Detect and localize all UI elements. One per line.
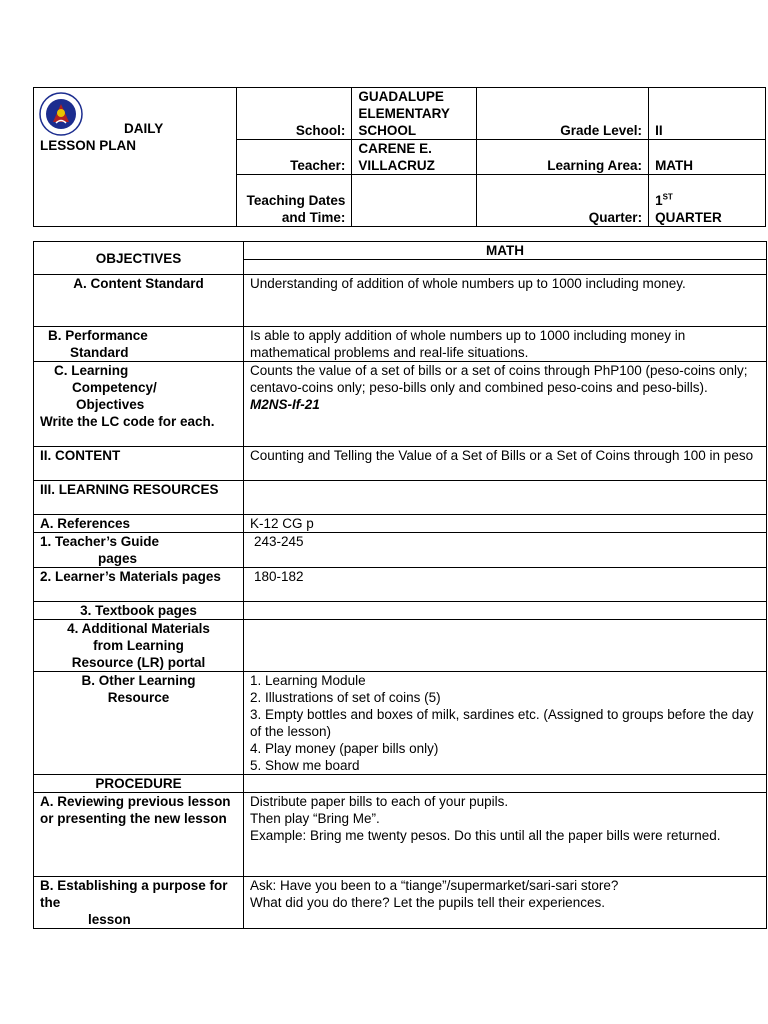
content-label: II. CONTENT (34, 447, 244, 481)
teacher-value: CARENE E. VILLACRUZ (352, 140, 477, 175)
resources-label: III. LEARNING RESOURCES (34, 481, 244, 515)
purpose-label: B. Establishing a purpose for the lesson (34, 877, 244, 929)
learners-materials-pages: 180-182 (244, 568, 767, 602)
school-value: GUADALUPE ELEMENTARY SCHOOL (352, 88, 477, 140)
dates-label: Teaching Dates and Time: (236, 175, 352, 227)
quarter-value: 1ST QUARTER (649, 175, 766, 227)
objectives-heading: OBJECTIVES (34, 242, 244, 275)
content-text: Counting and Telling the Value of a Set of Bills or a Set of Coins through 100 in peso (244, 447, 767, 481)
list-item: 4. Play money (paper bills only) (250, 741, 439, 756)
procedure-value (244, 775, 767, 793)
performance-label: B. Performance Standard (34, 327, 244, 362)
school-label: School: (236, 88, 352, 140)
deped-seal-icon (39, 92, 83, 136)
subject-heading: MATH (244, 242, 766, 260)
quarter-label: Quarter: (477, 175, 649, 227)
review-text: Distribute paper bills to each of your pupils. Then play “Bring Me”. Example: Bring me twenty pesos. Do this until all the paper bills were returned. (244, 793, 767, 877)
teacher-label: Teacher: (236, 140, 352, 175)
resources-value (244, 481, 767, 515)
content-standard-text: Understanding of addition of whole numbers up to 1000 including money. (244, 275, 767, 327)
textbook-label: 3. Textbook pages (34, 602, 244, 620)
textbook-pages (244, 602, 767, 620)
header-table (33, 87, 766, 227)
list-item: 3. Empty bottles and boxes of milk, sardines etc. (Assigned to groups before the day of the lesson) (250, 707, 754, 739)
grade-label: Grade Level: (477, 88, 649, 140)
list-item: 5. Show me board (250, 758, 360, 773)
content-standard-label: A. Content Standard (34, 275, 244, 327)
performance-text: Is able to apply addition of whole numbers up to 1000 including money in mathematical problems and real-life situations. (244, 327, 767, 362)
additional-materials-value (244, 620, 767, 672)
area-value: MATH (649, 140, 766, 175)
dates-value (352, 175, 477, 227)
area-label: Learning Area: (477, 140, 649, 175)
purpose-text: Ask: Have you been to a “tiange”/supermarket/sari-sari store? What did you do there? Let the pupils tell their experiences. (244, 877, 767, 929)
lc-code: M2NS-If-21 (250, 397, 320, 412)
teachers-guide-pages: 243-245 (244, 533, 767, 568)
additional-materials-label: 4. Additional Materials from Learning Resource (LR) portal (34, 620, 244, 672)
list-item: 2. Illustrations of set of coins (5) (250, 690, 441, 705)
review-label: A. Reviewing previous lesson or presenting the new lesson (34, 793, 244, 877)
title-line-1: DAILY (124, 121, 164, 136)
procedure-heading: PROCEDURE (34, 775, 244, 793)
lesson-plan-table (33, 241, 767, 929)
competency-text: Counts the value of a set of bills or a set of coins through PhP100 (peso-coins only; centavo-coins only; peso-bills only and combined peso-coins and peso-bills). M2NS-If-21 (244, 362, 767, 447)
title-cell (34, 88, 237, 227)
learners-materials-label: 2. Learner’s Materials pages (34, 568, 244, 602)
title-line-2: LESSON PLAN (40, 138, 137, 153)
list-item: 1. Learning Module (250, 673, 366, 688)
other-resource-label: B. Other Learning Resource (34, 672, 244, 775)
competency-label: C. Learning Competency/ Objectives Write the LC code for each. (34, 362, 244, 447)
references-label: A. References (34, 515, 244, 533)
teachers-guide-label: 1. Teacher’s Guide pages (34, 533, 244, 568)
subject-cell (244, 242, 767, 275)
references-text: K-12 CG p (244, 515, 767, 533)
other-resource-list (244, 672, 767, 775)
grade-value: II (649, 88, 766, 140)
